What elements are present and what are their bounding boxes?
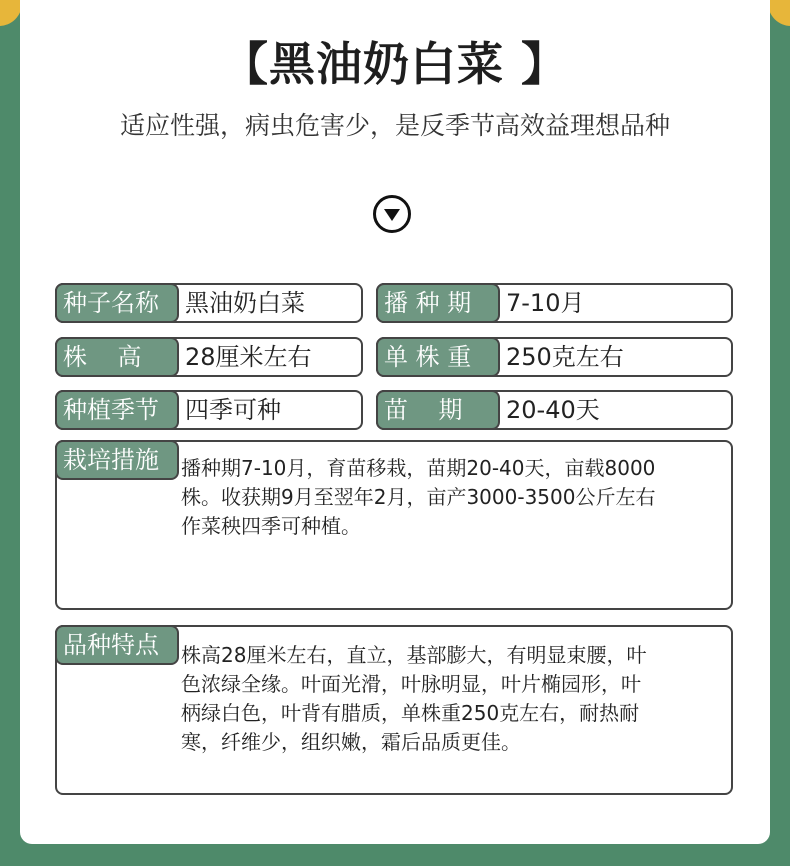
spec-label: 单 株 重: [376, 337, 500, 377]
spec-label: 播 种 期: [376, 283, 500, 323]
cultivation-text: [181, 454, 721, 541]
features-text: [181, 641, 721, 757]
text-line: 色浓绿全缘。叶面光滑，叶脉明显，叶片椭园形，叶: [181, 672, 641, 696]
product-subtitle: 适应性强，病虫危害少，是反季节高效益理想品种: [119, 111, 670, 140]
circle-down-arrow-icon: [373, 195, 411, 233]
spec-plant-weight: [376, 337, 733, 377]
spec-value: 黑油奶白菜: [185, 289, 305, 317]
spec-plant-height: [55, 337, 363, 377]
info-card: [20, 0, 770, 844]
text-line: 作菜秧四季可种植。: [181, 514, 361, 538]
spec-seed-name: [55, 283, 363, 323]
spec-value: 28厘米左右: [185, 343, 312, 371]
spec-value: 250克左右: [506, 343, 624, 371]
text-line: 寒，纤维少，组织嫩，霜后品质更佳。: [181, 730, 521, 754]
corner-decoration-right: [768, 0, 790, 26]
cultivation-section: [55, 440, 733, 610]
text-line: 株。收获期9月至翌年2月，亩产3000-3500公斤左右: [181, 485, 656, 509]
spec-value: 20-40天: [506, 396, 600, 424]
spec-seedling-period: [376, 390, 733, 430]
text-line: 播种期7-10月，育苗移栽，苗期20-40天，亩载8000: [181, 456, 656, 480]
cultivation-label: 栽培措施: [55, 440, 179, 480]
text-line: 柄绿白色，叶背有腊质，单株重250克左右，耐热耐: [181, 701, 640, 725]
features-label: 品种特点: [55, 625, 179, 665]
text-line: 株高28厘米左右，直立，基部膨大，有明显束腰，叶: [181, 643, 647, 667]
spec-label: 种子名称: [55, 283, 179, 323]
spec-label: 种植季节: [55, 390, 179, 430]
spec-sowing-period: [376, 283, 733, 323]
spec-value: 四季可种: [185, 396, 281, 424]
product-title: 【黑油奶白菜 】: [221, 37, 568, 91]
corner-decoration-left: [0, 0, 22, 26]
spec-label: 株 高: [55, 337, 179, 377]
features-section: [55, 625, 733, 795]
spec-label: 苗 期: [376, 390, 500, 430]
spec-value: 7-10月: [506, 289, 585, 317]
spec-planting-season: [55, 390, 363, 430]
